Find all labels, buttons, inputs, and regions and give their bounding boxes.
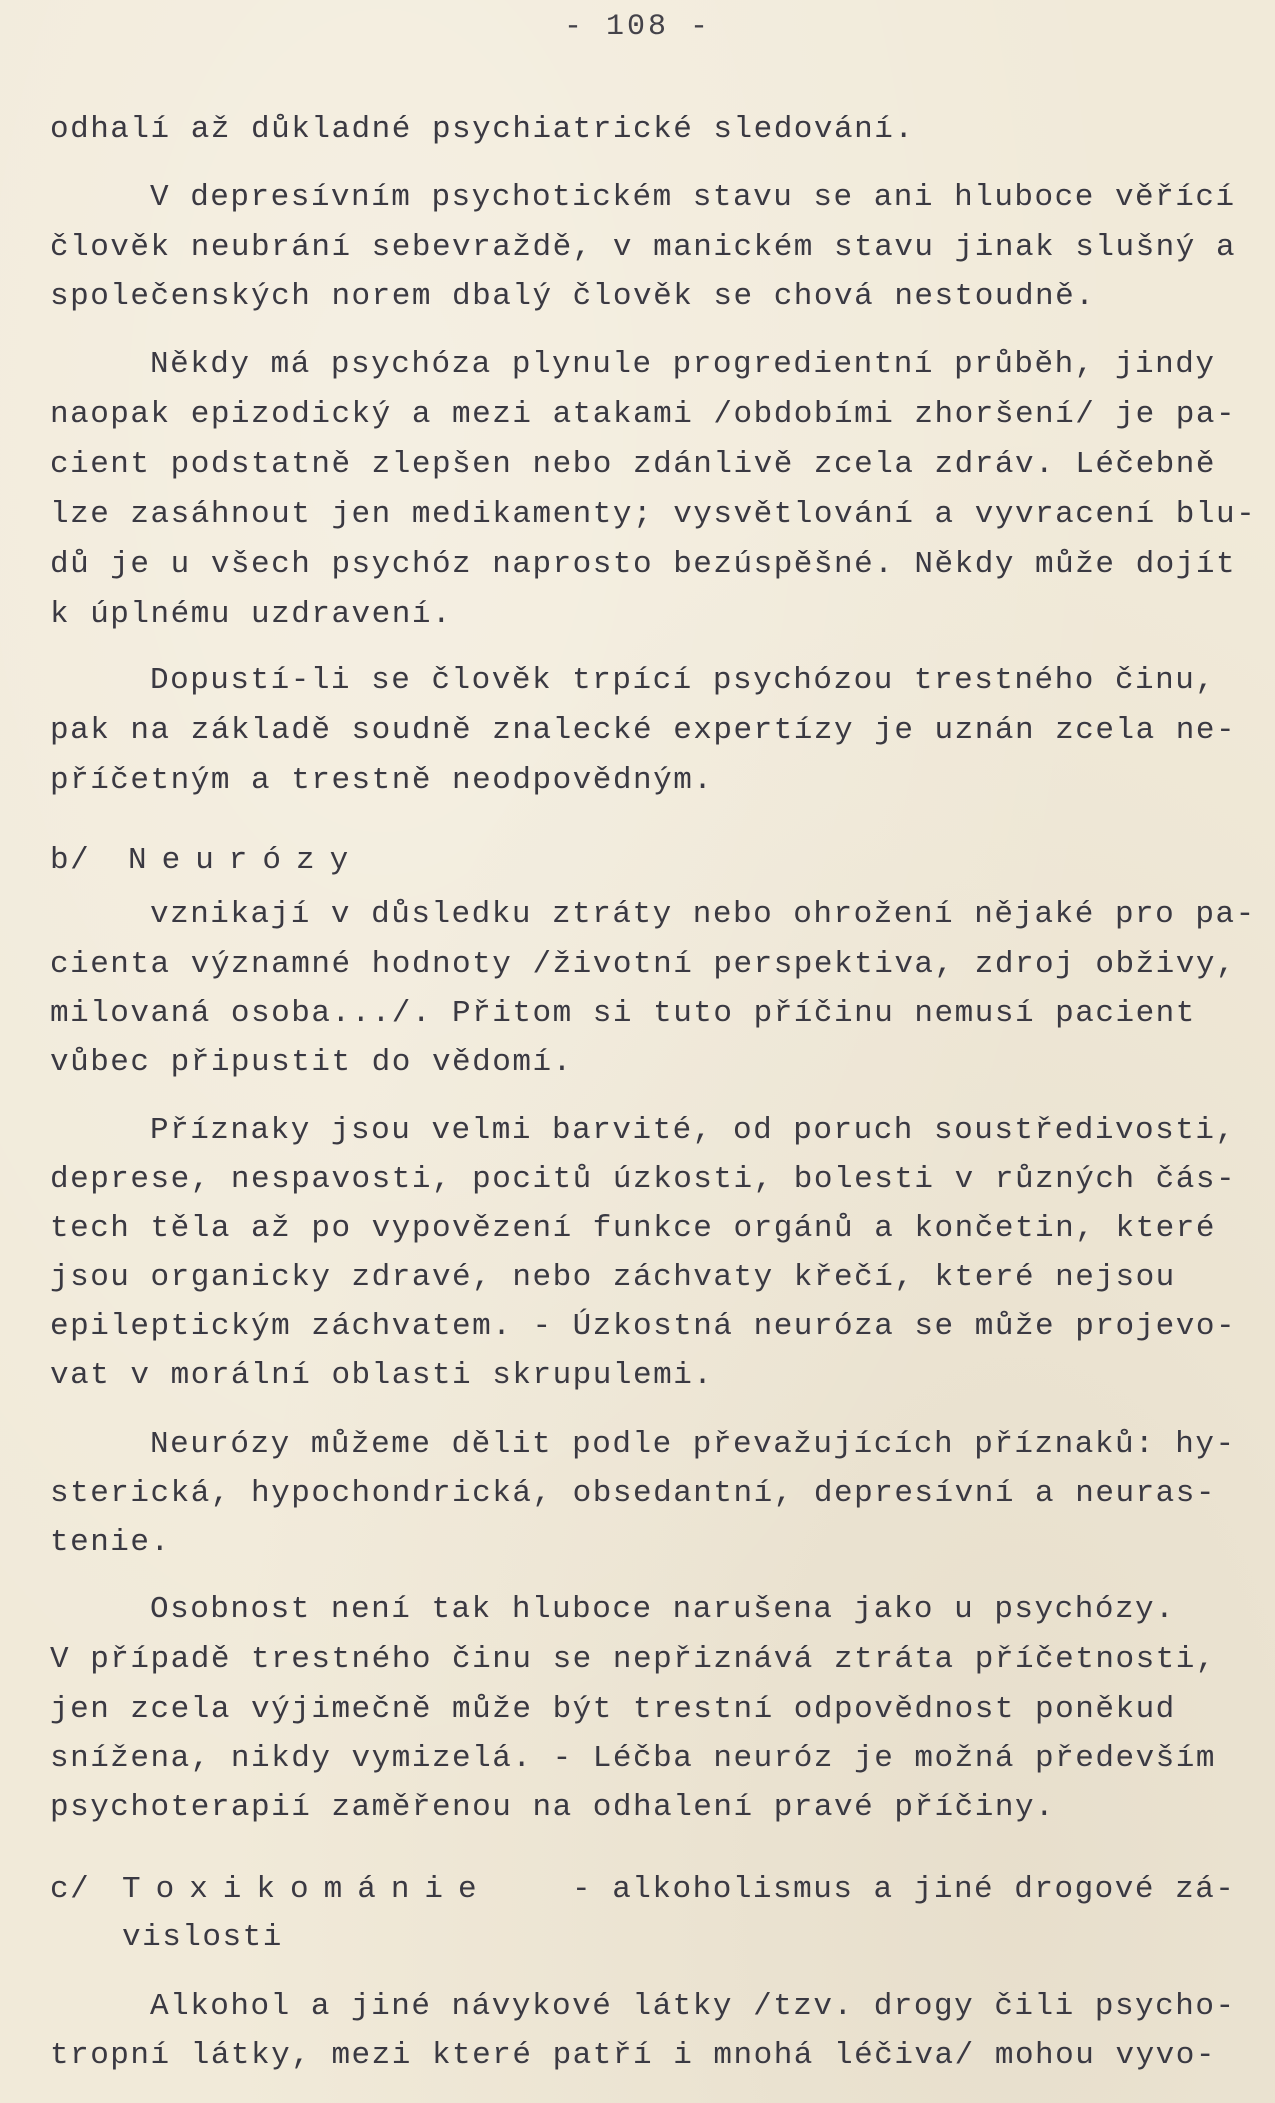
text-line: dů je u všech psychóz naprosto bezúspěšné. Někdy může dojít bbox=[50, 547, 1237, 582]
text-line: V depresívním psychotickém stavu se ani hluboce věřící bbox=[150, 180, 1236, 215]
text-line: vznikají v důsledku ztráty nebo ohrožení nějaké pro pa- bbox=[150, 897, 1256, 932]
text-line: jen zcela výjimečně může být trestní odpovědnost poněkud bbox=[50, 1692, 1176, 1727]
text-line: Alkohol a jiné návykové látky /tzv. drogy čili psycho- bbox=[150, 1989, 1236, 2024]
text-line: naopak epizodický a mezi atakami /obdobími zhoršení/ je pa- bbox=[50, 397, 1237, 432]
section-heading: Neurózy bbox=[128, 843, 364, 878]
section-marker: b/ bbox=[50, 843, 91, 878]
text-line: k úplnému uzdravení. bbox=[50, 597, 453, 632]
text-line: jsou organicky zdravé, nebo záchvaty křečí, které nejsou bbox=[50, 1260, 1176, 1295]
section-marker: c/ bbox=[50, 1872, 91, 1907]
text-line: psychoterapií zaměřenou na odhalení pravé příčiny. bbox=[50, 1790, 1056, 1825]
text-line: vat v morální oblasti skrupulemi. bbox=[50, 1358, 714, 1393]
text-line: cient podstatně zlepšen nebo zdánlivě zcela zdráv. Léčebně bbox=[50, 447, 1216, 482]
text-line: Osobnost není tak hluboce narušena jako u psychózy. bbox=[150, 1592, 1176, 1627]
text-line: Někdy má psychóza plynule progredientní průběh, jindy bbox=[150, 347, 1216, 382]
text-line: tropní látky, mezi které patří i mnohá léčiva/ mohou vyvo- bbox=[50, 2038, 1216, 2073]
section-heading: Toxikománie bbox=[122, 1872, 492, 1907]
text-line: člověk neubrání sebevraždě, v manickém stavu jinak slušný a bbox=[50, 230, 1237, 265]
text-line: tenie. bbox=[50, 1525, 171, 1560]
section-heading-subtitle: - alkoholismus a jiné drogové zá- bbox=[572, 1872, 1236, 1907]
text-line: snížena, nikdy vymizelá. - Léčba neuróz je možná především bbox=[50, 1741, 1216, 1776]
text-line: Dopustí-li se člověk trpící psychózou trestného činu, bbox=[150, 663, 1216, 698]
text-line: tech těla až po vypovězení funkce orgánů a končetin, které bbox=[50, 1211, 1216, 1246]
text-line: příčetným a trestně neodpovědným. bbox=[50, 763, 714, 798]
page-number: - 108 - bbox=[563, 10, 712, 44]
text-line: milovaná osoba.../. Přitom si tuto příčinu nemusí pacient bbox=[50, 996, 1196, 1031]
text-line: V případě trestného činu se nepřiznává ztráta příčetnosti, bbox=[50, 1642, 1216, 1677]
text-line: společenských norem dbalý člověk se chová nestoudně. bbox=[50, 279, 1096, 314]
text-line: Příznaky jsou velmi barvité, od poruch soustředivosti, bbox=[150, 1113, 1236, 1148]
text-line: sterická, hypochondrická, obsedantní, depresívní a neuras- bbox=[50, 1476, 1216, 1511]
text-line: cienta významné hodnoty /životní perspektiva, zdroj obživy, bbox=[50, 947, 1237, 982]
text-line: lze zasáhnout jen medikamenty; vysvětlování a vyvracení blu- bbox=[50, 497, 1257, 532]
section-heading-subtitle: vislosti bbox=[122, 1920, 283, 1955]
text-line: odhalí až důkladné psychiatrické sledování. bbox=[50, 112, 915, 147]
text-line: deprese, nespavosti, pocitů úzkosti, bolesti v různých čás- bbox=[50, 1162, 1237, 1197]
text-line: epileptickým záchvatem. - Úzkostná neuróza se může projevo- bbox=[50, 1309, 1237, 1344]
text-line: Neurózy můžeme dělit podle převažujících příznaků: hy- bbox=[150, 1427, 1236, 1462]
text-line: vůbec připustit do vědomí. bbox=[50, 1045, 573, 1080]
text-line: pak na základě soudně znalecké expertízy je uznán zcela ne- bbox=[50, 713, 1237, 748]
